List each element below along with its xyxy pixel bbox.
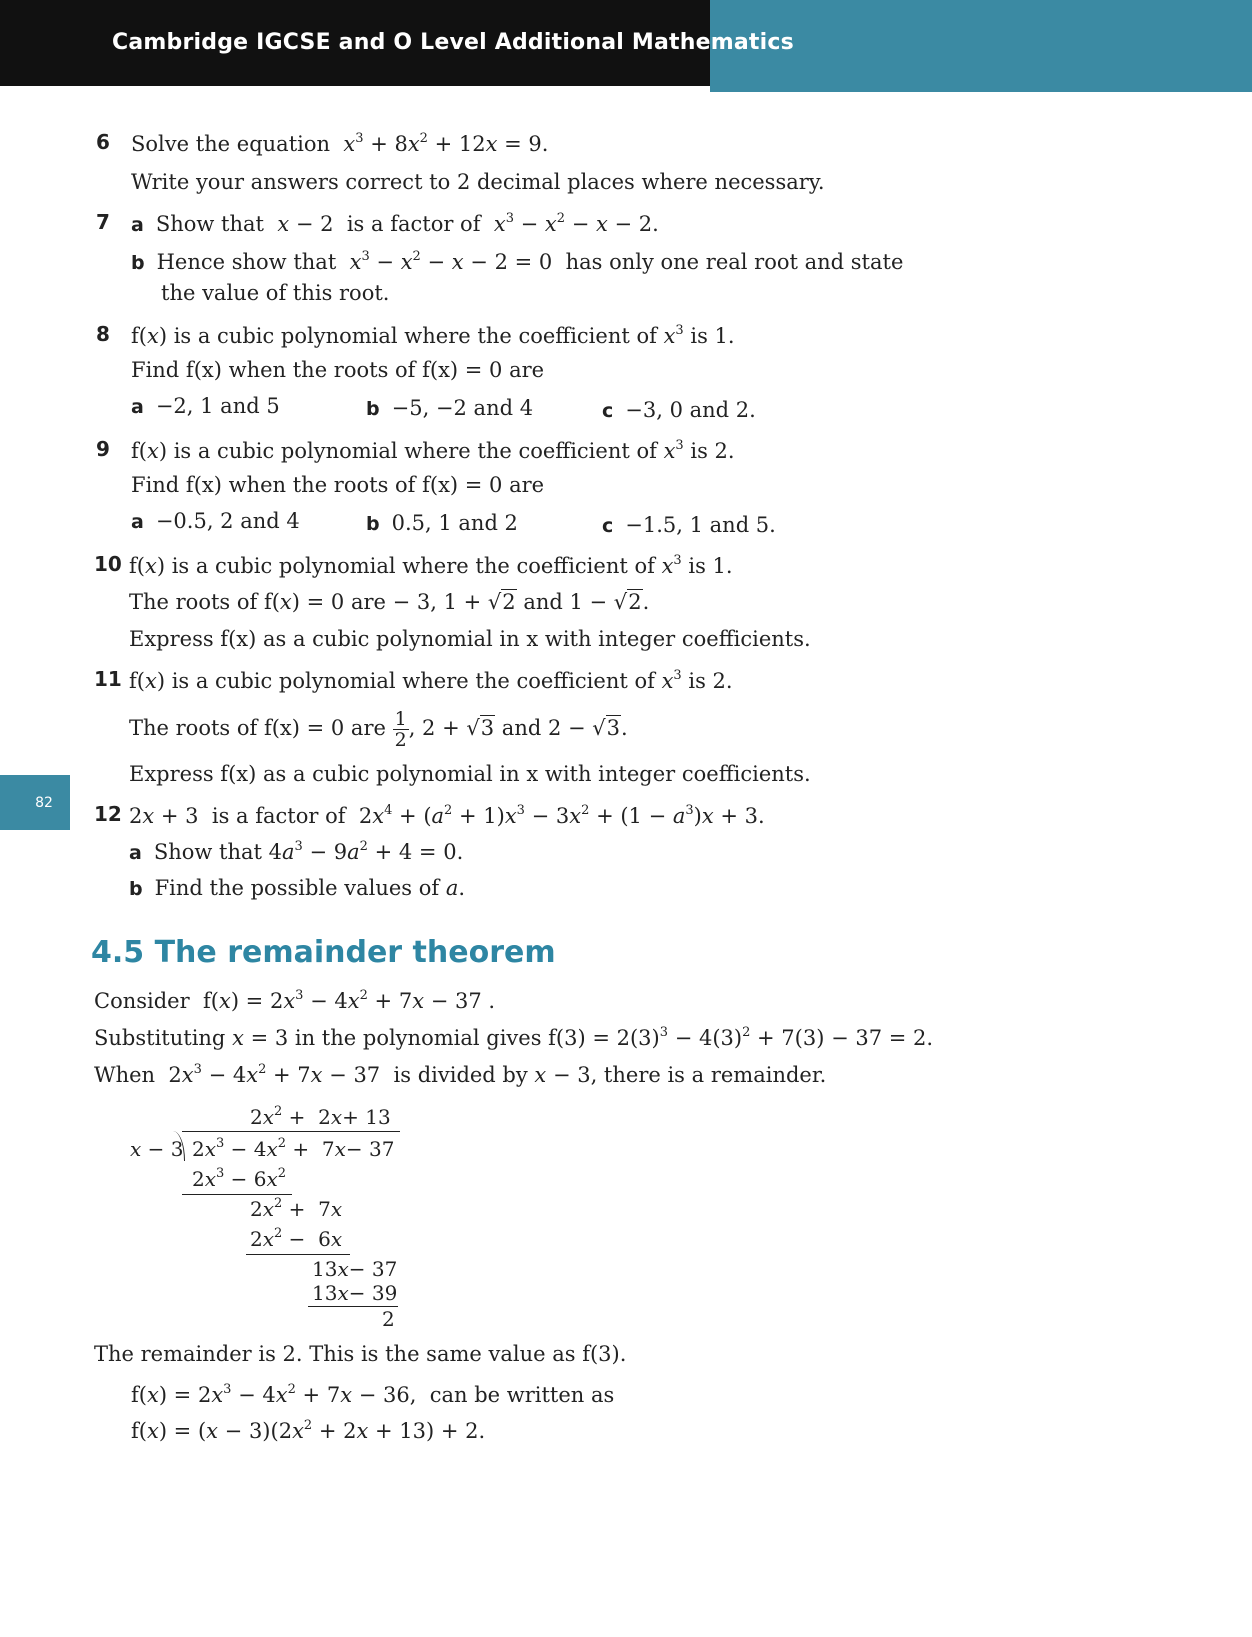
subtract-2: $2x^2 - 6x$ bbox=[250, 1226, 343, 1251]
question-6-note: Write your answers correct to 2 decimal places where necessary. bbox=[131, 170, 825, 194]
question-number: 11 bbox=[94, 667, 122, 691]
question-number: 12 bbox=[94, 802, 122, 826]
question-9a: a −0.5, 2 and 4 bbox=[131, 509, 300, 533]
rule-2 bbox=[246, 1254, 350, 1255]
question-10-roots: The roots of f(x) = 0 are − 3, 1 + √2 and 1 − √2. bbox=[129, 590, 650, 614]
final-remainder: 2 bbox=[382, 1307, 395, 1331]
question-11-roots: The roots of f(x) = 0 are $\frac{1}{2}$ , 2 + √3 and 2 − √3. bbox=[129, 708, 628, 751]
question-7a: a Show that x − 2 is a factor of $x^3 - x^2 - x - 2$. bbox=[131, 211, 659, 236]
fraction-one-half: $\frac{1}{2}$ bbox=[394, 708, 407, 751]
question-9b: b 0.5, 1 and 2 bbox=[366, 511, 518, 535]
question-7b-cont: the value of this root. bbox=[161, 281, 390, 305]
division-bar bbox=[182, 1131, 400, 1132]
quotient: $2x^2 + 2x+ 13$ bbox=[250, 1104, 391, 1129]
subtract-3: 13x− 39 bbox=[312, 1281, 398, 1305]
consider-line: Consider $f(x) = 2x^3 - 4x^2 + 7x - 37$ . bbox=[94, 988, 496, 1013]
question-9c: c −1.5, 1 and 5. bbox=[602, 513, 776, 537]
section-heading: 4.5 The remainder theorem bbox=[91, 935, 556, 970]
question-number: 8 bbox=[96, 322, 110, 346]
question-10-text: f(x) is a cubic polynomial where the coefficient of $x^3$ is 1. bbox=[129, 553, 733, 578]
question-number: 9 bbox=[96, 437, 110, 461]
question-number: 6 bbox=[96, 130, 110, 154]
question-8-find: Find f(x) when the roots of f(x) = 0 are bbox=[131, 358, 545, 382]
rewrite-line-2: $f(x) = (x - 3)(2x^2 + 2x + 13) + 2$. bbox=[131, 1418, 486, 1443]
question-9-find: Find f(x) when the roots of f(x) = 0 are bbox=[131, 473, 545, 497]
division-line: When $2x^3 - 4x^2 + 7x - 37$ is divided by x − 3, there is a remainder. bbox=[94, 1062, 827, 1087]
remainder-2: 13x− 37 bbox=[312, 1257, 398, 1281]
question-12a: a Show that $4a^3 - 9a^2 + 4 = 0$. bbox=[129, 839, 464, 864]
question-number: 7 bbox=[96, 210, 110, 234]
book-title: Cambridge IGCSE and O Level Additional Mathematics bbox=[112, 30, 794, 55]
question-10-express: Express f(x) as a cubic polynomial in x with integer coefficients. bbox=[129, 627, 811, 651]
question-6-text: Solve the equation $x^3 + 8x^2 + 12x = 9$. bbox=[131, 131, 549, 156]
question-8a: a −2, 1 and 5 bbox=[131, 394, 280, 418]
divisor: x − 3 bbox=[130, 1137, 184, 1161]
remainder-1: $2x^2 + 7x$ bbox=[250, 1196, 343, 1221]
rule-1 bbox=[182, 1194, 292, 1195]
question-7b: b Hence show that $x^3 - x^2 - x - 2 = 0$ has only one real root and state bbox=[131, 249, 904, 274]
question-11-express: Express f(x) as a cubic polynomial in x with integer coefficients. bbox=[129, 762, 811, 786]
page-number: 82 bbox=[35, 795, 53, 811]
rewrite-line-1: $f(x) = 2x^3 - 4x^2 + 7x - 36$, can be written as bbox=[131, 1382, 615, 1407]
question-8c: c −3, 0 and 2. bbox=[602, 398, 756, 422]
question-12-text: 2x + 3 is a factor of $2x^4 + (a^2 + 1)x^3 - 3x^2 + (1 - a^3)x + 3$. bbox=[129, 803, 765, 828]
question-8b: b −5, −2 and 4 bbox=[366, 396, 534, 420]
question-number: 10 bbox=[94, 552, 122, 576]
substitution-line: Substituting x = 3 in the polynomial gives $f(3) = 2(3)^3 - 4(3)^2 + 7(3) - 37 = 2$. bbox=[94, 1025, 934, 1050]
question-12b: b Find the possible values of a. bbox=[129, 876, 466, 900]
question-11-text: f(x) is a cubic polynomial where the coefficient of $x^3$ is 2. bbox=[129, 668, 733, 693]
dividend: $2x^3 - 4x^2 + 7x- 37$ bbox=[192, 1136, 395, 1161]
question-9-text: f(x) is a cubic polynomial where the coefficient of $x^3$ is 2. bbox=[131, 438, 735, 463]
subtract-1: $2x^3 - 6x^2$ bbox=[192, 1166, 287, 1191]
remainder-statement: The remainder is 2. This is the same value as f(3). bbox=[94, 1342, 627, 1366]
question-8-text: f(x) is a cubic polynomial where the coefficient of $x^3$ is 1. bbox=[131, 323, 735, 348]
